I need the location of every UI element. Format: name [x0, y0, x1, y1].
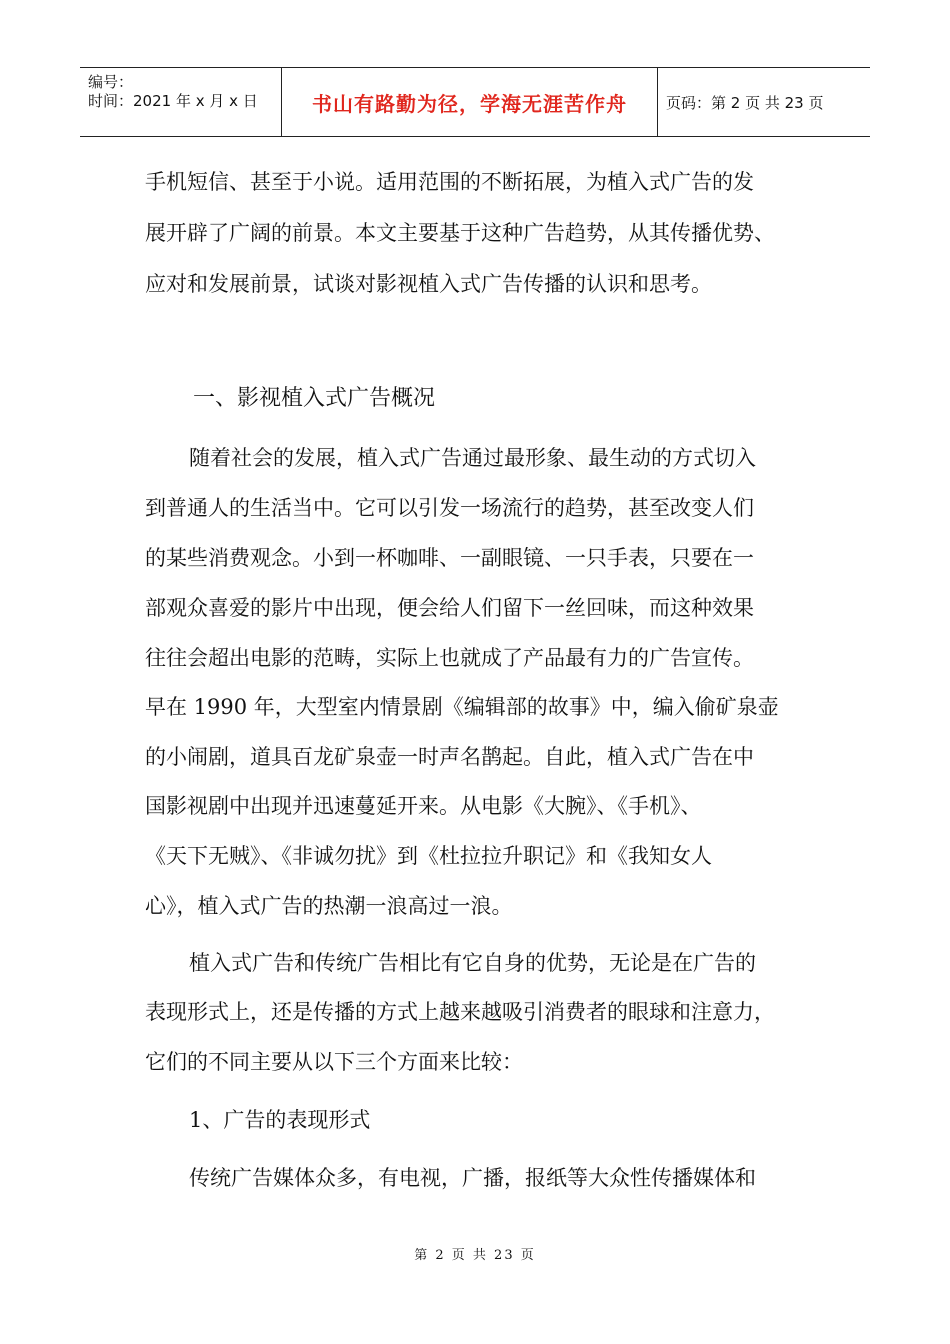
- header-time-label: 时间：2021 年 x 月 x 日: [88, 92, 258, 110]
- text-line: 国影视剧中出现并迅速蔓延开来。从电影《大腕》、《手机》、: [145, 794, 702, 818]
- text-line: 应对和发展前景，试谈对影视植入式广告传播的认识和思考。: [145, 272, 712, 296]
- text-line: 表现形式上，还是传播的方式上越来越吸引消费者的眼球和注意力，: [145, 1000, 775, 1024]
- page-header: [80, 67, 870, 137]
- text-line: 的某些消费观念。小到一杯咖啡、一副眼镜、一只手表，只要在一: [145, 546, 754, 570]
- header-motto: 书山有路勤为径，学海无涯苦作舟: [312, 91, 627, 116]
- text-line: 早在 1990 年，大型室内情景剧《编辑部的故事》中，编入偷矿泉壶: [145, 695, 779, 719]
- text-line: 到普通人的生活当中。它可以引发一场流行的趋势，甚至改变人们: [145, 496, 754, 520]
- header-motto-cell: [282, 68, 658, 136]
- text-line: 往往会超出电影的范畴，实际上也就成了产品最有力的广告宣传。: [145, 646, 754, 670]
- subsection-heading: 1、广告的表现形式: [189, 1108, 371, 1132]
- text-line: 手机短信、甚至于小说。适用范围的不断拓展，为植入式广告的发: [145, 170, 754, 194]
- page-footer: 第 2 页 共 23 页: [414, 1248, 536, 1263]
- text-line: 的小闹剧，道具百龙矿泉壶一时声名鹊起。自此，植入式广告在中: [145, 745, 754, 769]
- header-page-cell: [658, 68, 870, 136]
- text-line: 心》，植入式广告的热潮一浪高过一浪。: [145, 894, 513, 918]
- header-page-code: 页码：第 2 页 共 23 页: [666, 93, 824, 112]
- text-line: 《天下无贼》、《非诚勿扰》到《杜拉拉升职记》和《我知女人: [145, 844, 712, 868]
- text-line: 植入式广告和传统广告相比有它自身的优势，无论是在广告的: [189, 951, 756, 975]
- header-left-cell: [80, 68, 282, 136]
- header-number-label: 编号：: [88, 73, 134, 91]
- text-line: 随着社会的发展，植入式广告通过最形象、最生动的方式切入: [189, 446, 756, 470]
- text-line: 传统广告媒体众多，有电视，广播，报纸等大众性传播媒体和: [189, 1166, 756, 1190]
- text-line: 部观众喜爱的影片中出现，便会给人们留下一丝回味，而这种效果: [145, 596, 754, 620]
- text-line: 展开辟了广阔的前景。本文主要基于这种广告趋势，从其传播优势、: [145, 221, 775, 245]
- section-heading: 一、影视植入式广告概况: [193, 386, 436, 411]
- text-line: 它们的不同主要从以下三个方面来比较：: [145, 1050, 523, 1074]
